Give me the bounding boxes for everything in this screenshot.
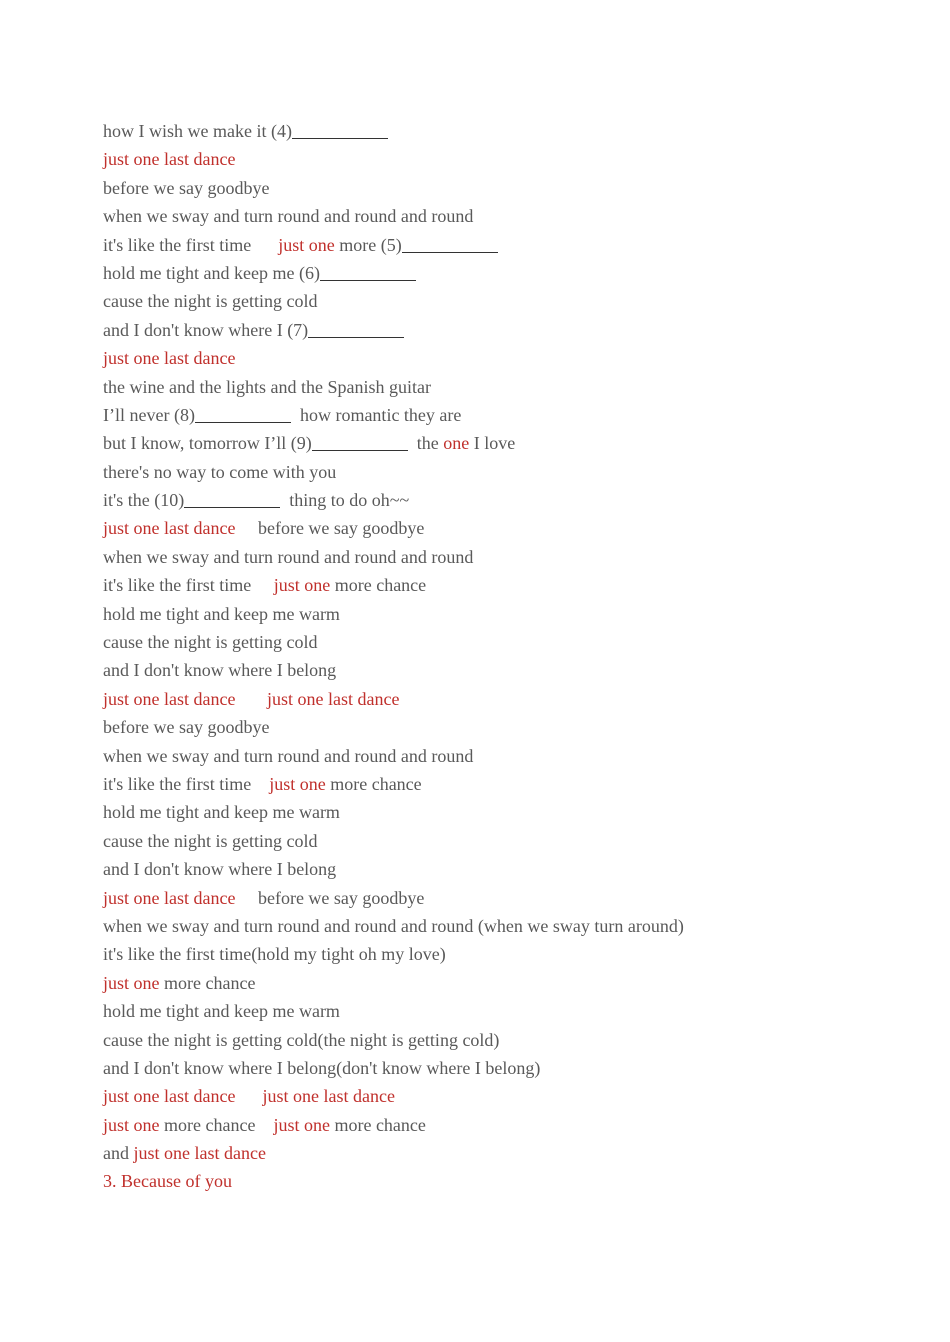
fill-in-blank bbox=[312, 432, 408, 451]
lyric-text: the wine and the lights and the Spanish guitar bbox=[103, 376, 431, 397]
lyric-line bbox=[103, 117, 903, 145]
lyric-text: more (5) bbox=[334, 234, 402, 255]
lyric-line bbox=[103, 884, 903, 912]
lyric-line bbox=[103, 656, 903, 684]
lyric-line bbox=[103, 600, 903, 628]
lyric-text: and I don't know where I belong bbox=[103, 859, 337, 880]
highlighted-lyric-text: just one last dance bbox=[103, 518, 236, 539]
highlighted-lyric-text: just one last dance bbox=[133, 1143, 266, 1164]
fill-in-blank bbox=[320, 262, 416, 281]
lyric-line bbox=[103, 855, 903, 883]
lyric-line bbox=[103, 1111, 903, 1139]
lyric-text: before we say goodbye bbox=[235, 887, 425, 908]
lyric-text: but I know, tomorrow I’ll (9) bbox=[103, 433, 312, 454]
fill-in-blank bbox=[184, 489, 280, 508]
lyric-text: when we sway and turn round and round and round bbox=[103, 745, 474, 766]
highlighted-lyric-text: just one last dance bbox=[103, 1086, 236, 1107]
lyric-text: before we say goodbye bbox=[235, 518, 425, 539]
lyric-text: hold me tight and keep me warm bbox=[103, 802, 340, 823]
lyric-line bbox=[103, 458, 903, 486]
lyric-line bbox=[103, 231, 903, 259]
lyric-text: cause the night is getting cold bbox=[103, 632, 318, 653]
lyric-line bbox=[103, 798, 903, 826]
lyric-text: and I don't know where I belong bbox=[103, 660, 337, 681]
lyric-line bbox=[103, 344, 903, 372]
highlighted-lyric-text: just one bbox=[278, 234, 335, 255]
lyric-line bbox=[103, 316, 903, 344]
lyric-line bbox=[103, 429, 903, 457]
fill-in-blank bbox=[195, 404, 291, 423]
lyric-text: before we say goodbye bbox=[103, 177, 270, 198]
lyric-line bbox=[103, 742, 903, 770]
lyric-text: when we sway and turn round and round and round bbox=[103, 206, 474, 227]
lyric-line bbox=[103, 997, 903, 1025]
lyric-text: hold me tight and keep me warm bbox=[103, 603, 340, 624]
lyric-text: it's like the first time(hold my tight oh my love) bbox=[103, 944, 446, 965]
lyric-line bbox=[103, 912, 903, 940]
lyric-line bbox=[103, 514, 903, 542]
lyric-text: I love bbox=[469, 433, 516, 454]
lyric-text: it's the (10) bbox=[103, 490, 185, 511]
lyric-text: cause the night is getting cold bbox=[103, 830, 318, 851]
fill-in-blank bbox=[402, 234, 498, 253]
lyric-text: more chance bbox=[159, 972, 256, 993]
lyric-text: hold me tight and keep me warm bbox=[103, 1001, 340, 1022]
lyric-text: it's like the first time bbox=[103, 773, 270, 794]
lyric-text: more chance bbox=[330, 575, 427, 596]
lyric-line bbox=[103, 827, 903, 855]
highlighted-lyric-text: just one last dance bbox=[103, 348, 236, 369]
lyric-line bbox=[103, 713, 903, 741]
highlighted-lyric-text: 3. Because of you bbox=[103, 1171, 232, 1192]
lyric-text: more chance bbox=[325, 773, 422, 794]
highlighted-lyric-text: just one bbox=[269, 773, 326, 794]
lyric-line bbox=[103, 373, 903, 401]
highlighted-lyric-text: just one last dance bbox=[103, 149, 236, 170]
fill-in-blank bbox=[308, 319, 404, 338]
highlighted-lyric-text: just one last dance bbox=[103, 688, 236, 709]
lyric-text: it's like the first time bbox=[103, 234, 279, 255]
lyric-text: there's no way to come with you bbox=[103, 461, 337, 482]
lyric-text: cause the night is getting cold(the night is getting cold) bbox=[103, 1029, 500, 1050]
lyric-line bbox=[103, 571, 903, 599]
lyric-line bbox=[103, 685, 903, 713]
lyric-text: more chance bbox=[159, 1114, 274, 1135]
lyric-line bbox=[103, 1026, 903, 1054]
highlighted-lyric-text: just one bbox=[273, 575, 331, 596]
lyric-text: more chance bbox=[329, 1114, 426, 1135]
highlighted-lyric-text: just one last dance bbox=[266, 688, 400, 709]
highlighted-lyric-text: one bbox=[443, 433, 470, 454]
highlighted-lyric-text: just one bbox=[103, 1114, 160, 1135]
lyric-text: thing to do oh~~ bbox=[280, 490, 410, 511]
lyric-line bbox=[103, 1139, 903, 1167]
lyric-text: how I wish we make it (4) bbox=[103, 121, 292, 141]
lyric-text bbox=[235, 689, 267, 709]
lyric-text: and bbox=[103, 1143, 134, 1164]
lyric-line bbox=[103, 1054, 903, 1082]
lyric-line bbox=[103, 259, 903, 287]
lyric-text: and I don't know where I belong(don't know where I belong) bbox=[103, 1057, 541, 1078]
lyric-line bbox=[103, 174, 903, 202]
highlighted-lyric-text: just one last dance bbox=[103, 887, 236, 908]
lyric-line bbox=[103, 770, 903, 798]
lyric-line bbox=[103, 401, 903, 429]
lyric-text: hold me tight and keep me (6) bbox=[103, 262, 320, 283]
lyric-line bbox=[103, 969, 903, 997]
lyric-line bbox=[103, 202, 903, 230]
lyric-line bbox=[103, 628, 903, 656]
lyric-line bbox=[103, 287, 903, 315]
lyric-text: I’ll never (8) bbox=[103, 404, 195, 425]
fill-in-blank bbox=[292, 120, 388, 139]
highlighted-lyric-text: just one bbox=[273, 1114, 330, 1135]
highlighted-lyric-text: just one bbox=[103, 972, 160, 993]
lyric-text: before we say goodbye bbox=[103, 717, 270, 738]
lyric-text: cause the night is getting cold bbox=[103, 291, 318, 312]
lyric-text bbox=[235, 1086, 262, 1106]
lyric-line bbox=[103, 940, 903, 968]
lyric-text: it's like the first time bbox=[103, 575, 274, 596]
lyric-text: the bbox=[407, 433, 444, 454]
lyric-line bbox=[103, 486, 903, 514]
lyric-line bbox=[103, 1082, 903, 1110]
lyrics-document bbox=[103, 117, 903, 1196]
lyric-text: when we sway and turn round and round and round (when we sway turn around) bbox=[103, 915, 684, 936]
lyric-line bbox=[103, 1167, 903, 1195]
lyric-line bbox=[103, 543, 903, 571]
lyric-text: and I don't know where I (7) bbox=[103, 319, 309, 340]
lyric-line bbox=[103, 145, 903, 173]
lyric-text: when we sway and turn round and round and round bbox=[103, 546, 474, 567]
highlighted-lyric-text: just one last dance bbox=[262, 1086, 395, 1107]
lyric-text: how romantic they are bbox=[290, 404, 462, 425]
